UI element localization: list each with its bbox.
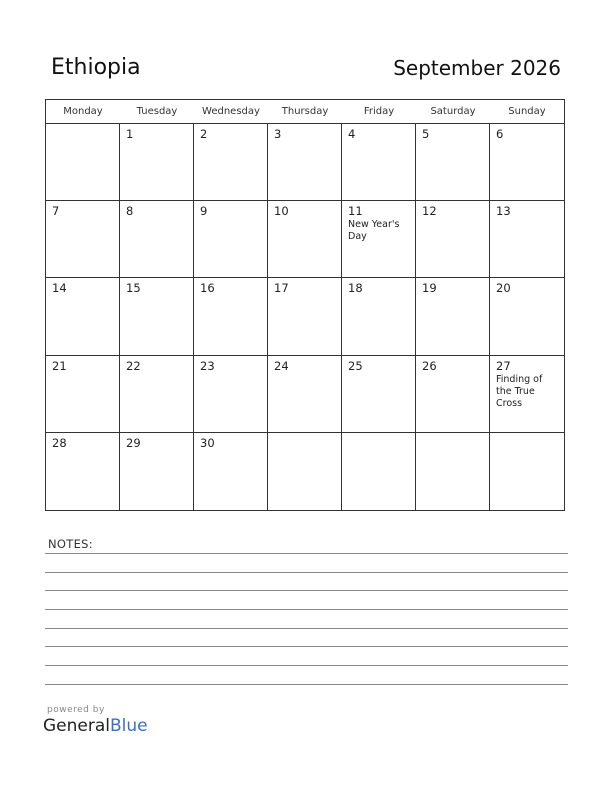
- day-number: 6: [496, 127, 504, 141]
- day-cell: [120, 278, 194, 355]
- day-cell: [342, 433, 416, 510]
- day-cell: [120, 433, 194, 510]
- note-line: [45, 684, 568, 685]
- day-cell: [416, 278, 490, 355]
- note-line: [45, 572, 568, 573]
- day-number: 26: [422, 358, 437, 373]
- day-number: 11: [348, 204, 363, 219]
- weekday-header: Saturday: [416, 100, 490, 124]
- weekday-header: Monday: [46, 100, 120, 124]
- day-cell: [342, 356, 416, 433]
- calendar-grid: [45, 99, 565, 511]
- day-cell: [194, 278, 268, 355]
- day-number: 16: [200, 281, 215, 296]
- brand-logo[interactable]: [43, 716, 148, 736]
- brand-blue: Blue: [110, 716, 148, 736]
- day-cell: [490, 278, 564, 355]
- day-number: 25: [348, 358, 363, 373]
- day-cell: [490, 356, 564, 433]
- day-cell: [46, 278, 120, 355]
- country-title: Ethiopia: [51, 55, 141, 80]
- day-cell: [46, 433, 120, 510]
- day-cell: [490, 124, 564, 201]
- day-cell: [46, 201, 120, 278]
- note-line: [45, 609, 568, 610]
- day-number: 9: [200, 204, 208, 219]
- weekday-header: Thursday: [268, 100, 342, 124]
- note-line: [45, 628, 568, 629]
- day-cell: [194, 124, 268, 201]
- day-number: 14: [52, 281, 67, 296]
- day-number: 7: [52, 204, 60, 219]
- day-number: 19: [422, 281, 437, 296]
- day-cell: [490, 433, 564, 510]
- day-number: 23: [200, 358, 215, 373]
- day-cell: [342, 124, 416, 201]
- day-number: 3: [274, 127, 282, 141]
- weekday-header: Wednesday: [194, 100, 268, 124]
- holiday-label: Finding of the True Cross: [496, 373, 543, 409]
- day-number: 5: [422, 127, 430, 141]
- day-number: 27: [496, 358, 511, 373]
- powered-by-label: powered by: [47, 705, 105, 715]
- day-cell: [194, 433, 268, 510]
- day-cell: [268, 201, 342, 278]
- day-cell: [342, 201, 416, 278]
- day-cell: [268, 433, 342, 510]
- notes-label: NOTES:: [48, 537, 93, 551]
- day-number: 22: [126, 358, 141, 373]
- day-number: 10: [274, 204, 289, 219]
- month-year-title: September 2026: [393, 56, 561, 80]
- day-number: 1: [126, 127, 134, 141]
- day-number: 15: [126, 281, 141, 296]
- day-cell: [194, 201, 268, 278]
- day-number: 4: [348, 127, 356, 141]
- day-cell: [120, 201, 194, 278]
- day-number: 17: [274, 281, 289, 296]
- day-cell: [120, 124, 194, 201]
- weekday-header: Friday: [342, 100, 416, 124]
- note-line: [45, 665, 568, 666]
- day-cell: [416, 433, 490, 510]
- day-cell: [490, 201, 564, 278]
- note-line: [45, 646, 568, 647]
- day-cell: [416, 201, 490, 278]
- day-cell: [268, 356, 342, 433]
- day-cell: [46, 356, 120, 433]
- weekday-header: Tuesday: [120, 100, 194, 124]
- day-number: 24: [274, 358, 289, 373]
- day-cell: [416, 124, 490, 201]
- day-cell: [268, 124, 342, 201]
- day-cell: [120, 356, 194, 433]
- brand-general: General: [43, 716, 110, 736]
- day-number: 18: [348, 281, 363, 296]
- day-number: 20: [496, 281, 511, 296]
- day-number: 21: [52, 358, 67, 373]
- day-cell: [46, 124, 120, 201]
- day-number: 2: [200, 127, 208, 141]
- day-number: 8: [126, 204, 134, 219]
- day-cell: [416, 356, 490, 433]
- day-number: 29: [126, 435, 141, 450]
- day-number: 28: [52, 435, 67, 450]
- weekday-header: Sunday: [490, 100, 564, 124]
- day-number: 13: [496, 204, 511, 219]
- day-number: 12: [422, 204, 437, 219]
- holiday-label: New Year's Day: [348, 219, 400, 243]
- day-cell: [268, 278, 342, 355]
- note-line: [45, 590, 568, 591]
- day-cell: [342, 278, 416, 355]
- day-number: 30: [200, 435, 215, 450]
- day-cell: [194, 356, 268, 433]
- note-line: [45, 553, 568, 554]
